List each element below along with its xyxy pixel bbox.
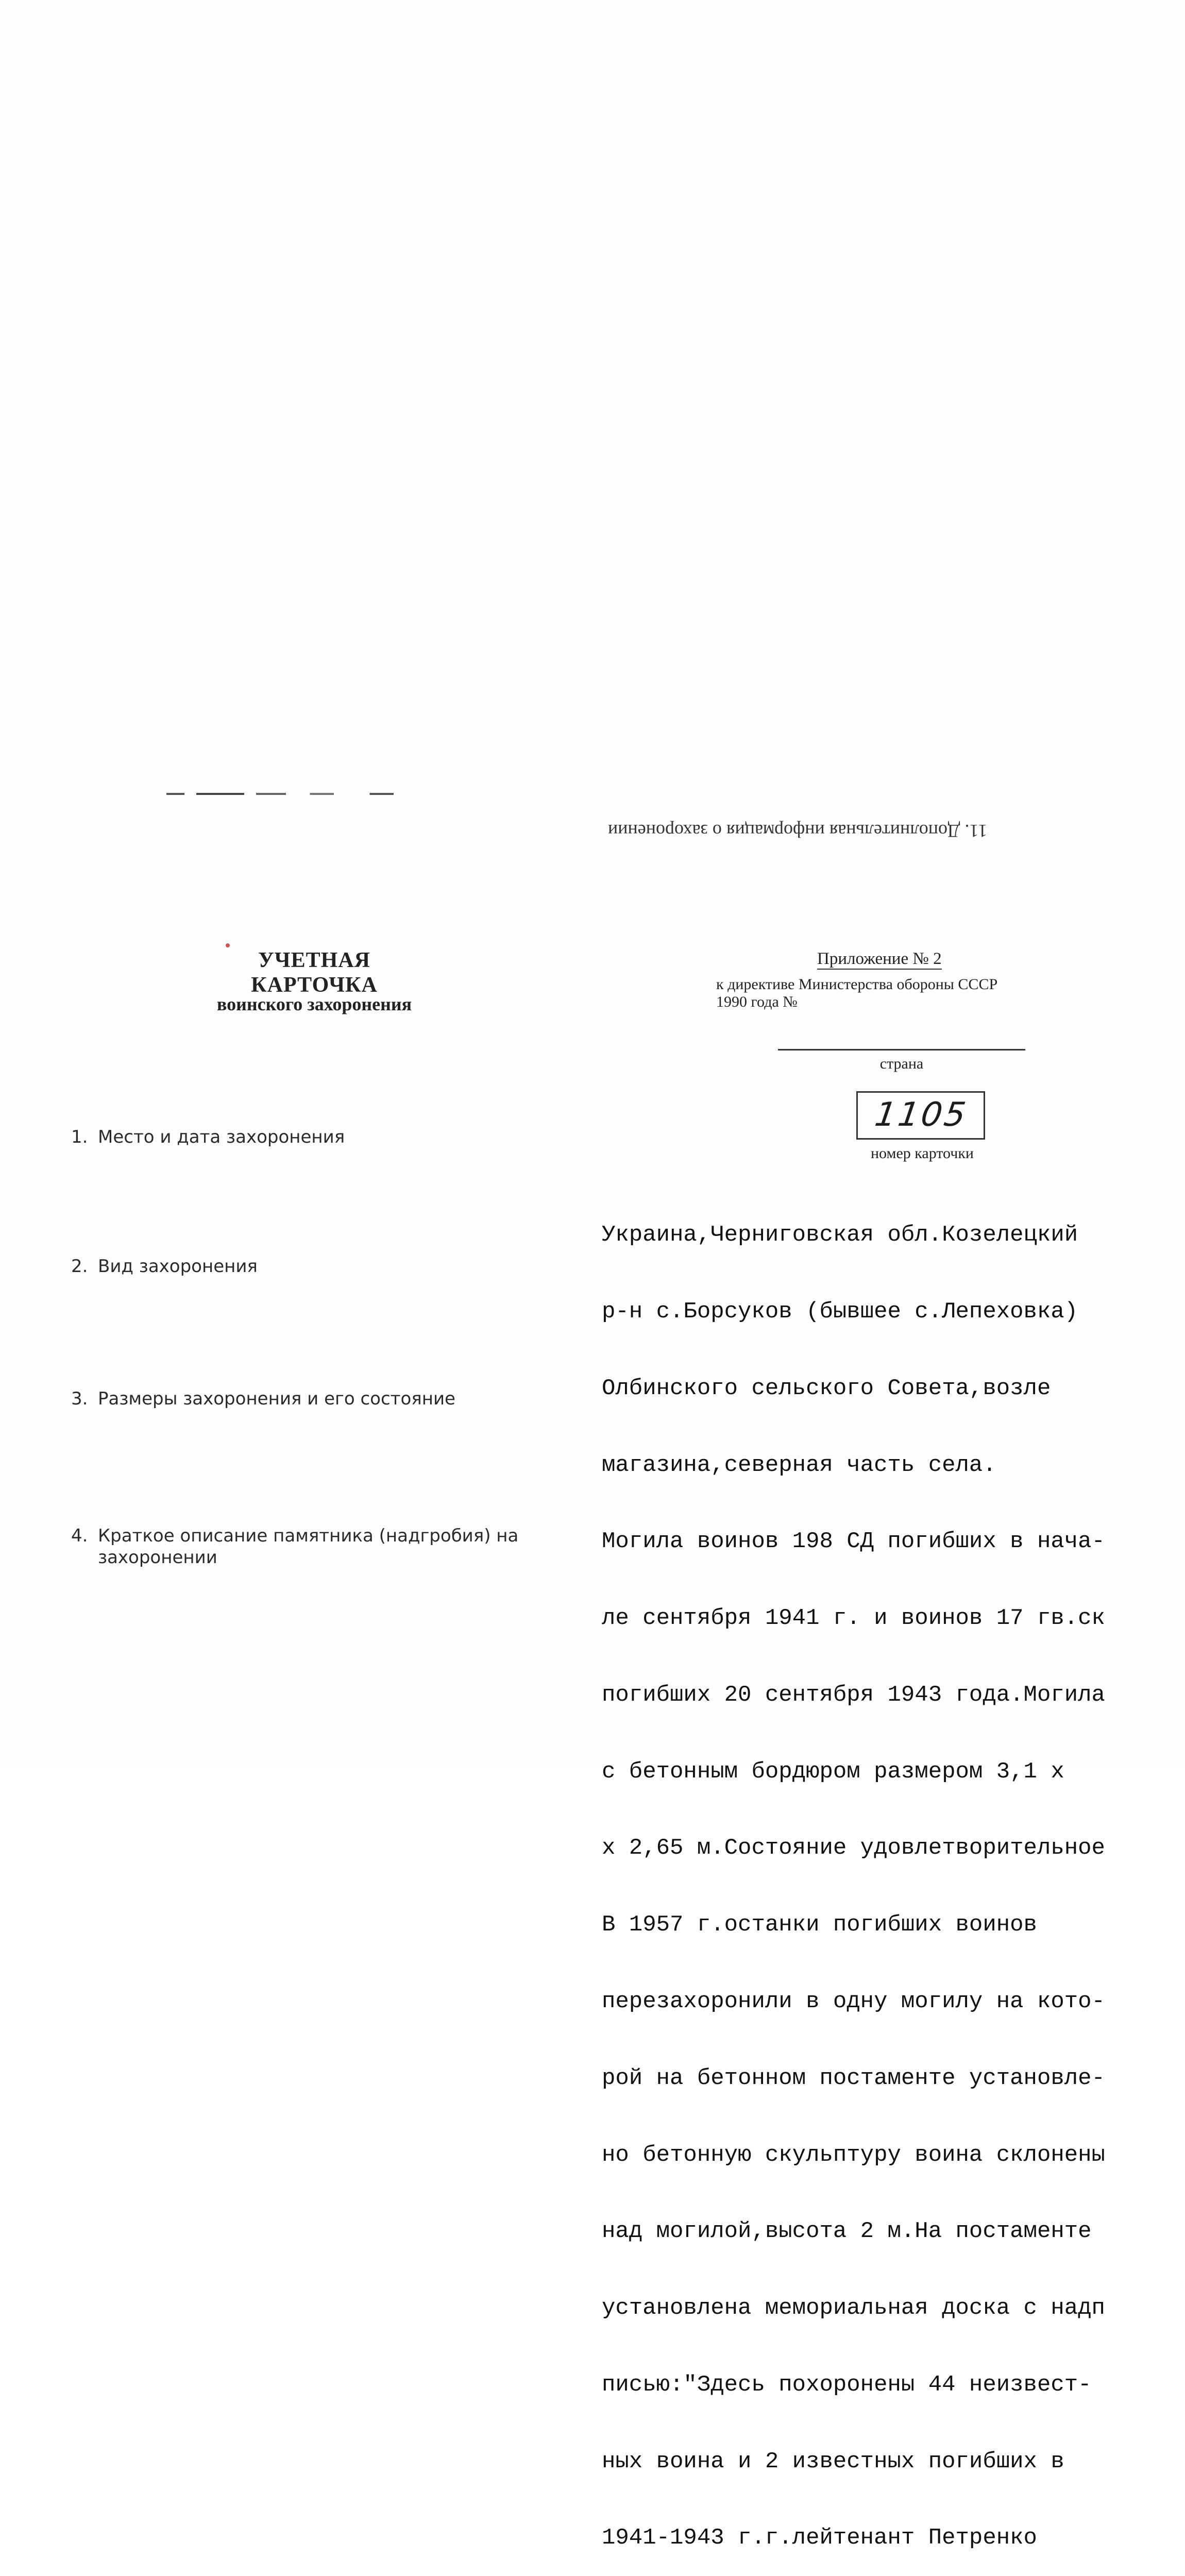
red-speck (226, 943, 230, 947)
appendix-directive-line: к директиве Министерства обороны СССР (716, 976, 998, 993)
typed-line: магазина,северная часть села. (602, 1452, 996, 1478)
typed-line: ных воина и 2 известных погибших в (602, 2448, 1064, 2475)
field-monument-description (71, 1525, 555, 1568)
typed-line: Могила воинов 198 СД погибших в нача- (602, 1529, 1105, 1555)
typed-line: Украина,Черниговская обл.Козелецкий (602, 1222, 1078, 1248)
typed-burial-description (602, 1172, 1158, 2576)
typed-line: над могилой,высота 2 м.На постаменте (602, 2218, 1092, 2245)
typed-line: р-н с.Борсуков (бывшее с.Лепеховка) (602, 1298, 1078, 1325)
typed-line: В 1957 г.останки погибших воинов (602, 1912, 1037, 1938)
card-number-handwritten: 1105 (872, 1096, 970, 1134)
typed-line: погибших 20 сентября 1943 года.Могила (602, 1682, 1105, 1708)
typed-line: Олбинского сельского Совета,возле (602, 1375, 1051, 1401)
field-label: Вид захоронения (98, 1256, 258, 1277)
typed-line: ле сентября 1941 г. и воинов 17 гв.ск (602, 1605, 1105, 1632)
country-label: страна (879, 1055, 924, 1072)
typed-line: х 2,65 м.Состояние удовлетворительное (602, 1835, 1105, 1861)
typed-line: рой на бетонном постаменте установле- (602, 2065, 1105, 2091)
card-subtitle: воинского захоронения (216, 994, 412, 1014)
typed-line: но бетонную скульптуру воина склонены (602, 2142, 1105, 2168)
country-underline (778, 1049, 1025, 1050)
field-burial-place-date (71, 1126, 555, 1148)
field-label: Краткое описание памятника (надгробия) на (98, 1526, 519, 1546)
appendix-heading: Приложение № 2 (817, 950, 942, 970)
field-number: 1. (71, 1127, 88, 1147)
typed-line: с бетонным бордюром размером 3,1 х (602, 1758, 1064, 1785)
field-burial-type (71, 1256, 555, 1277)
typed-line: перезахоронили в одну могилу на кото- (602, 1989, 1105, 2014)
appendix-year-line: 1990 года № (716, 993, 798, 1010)
field-number: 4. (71, 1526, 88, 1546)
field-burial-size-state (71, 1388, 555, 1410)
mirrored-section-heading: 11. Дополнительная информация о захоронении (608, 821, 988, 841)
field-label-continuation: захоронении (98, 1547, 217, 1568)
field-number: 3. (71, 1388, 88, 1409)
appendix-block (716, 950, 1077, 1011)
field-label: Место и дата захоронения (98, 1127, 345, 1147)
typed-line: установлена мемориальная доска с надп (602, 2295, 1105, 2321)
card-number-label: номер карточки (871, 1145, 974, 1162)
typed-line: писью:"Здесь похоронены 44 неизвест- (602, 2371, 1092, 2398)
fold-rule (155, 793, 453, 795)
typed-line: 1941-1943 г.г.лейтенант Петренко (602, 2525, 1037, 2551)
card-title: УЧЕТНАЯ КАРТОЧКА (251, 948, 378, 997)
field-number: 2. (71, 1256, 88, 1277)
field-label: Размеры захоронения и его состояние (98, 1388, 455, 1409)
